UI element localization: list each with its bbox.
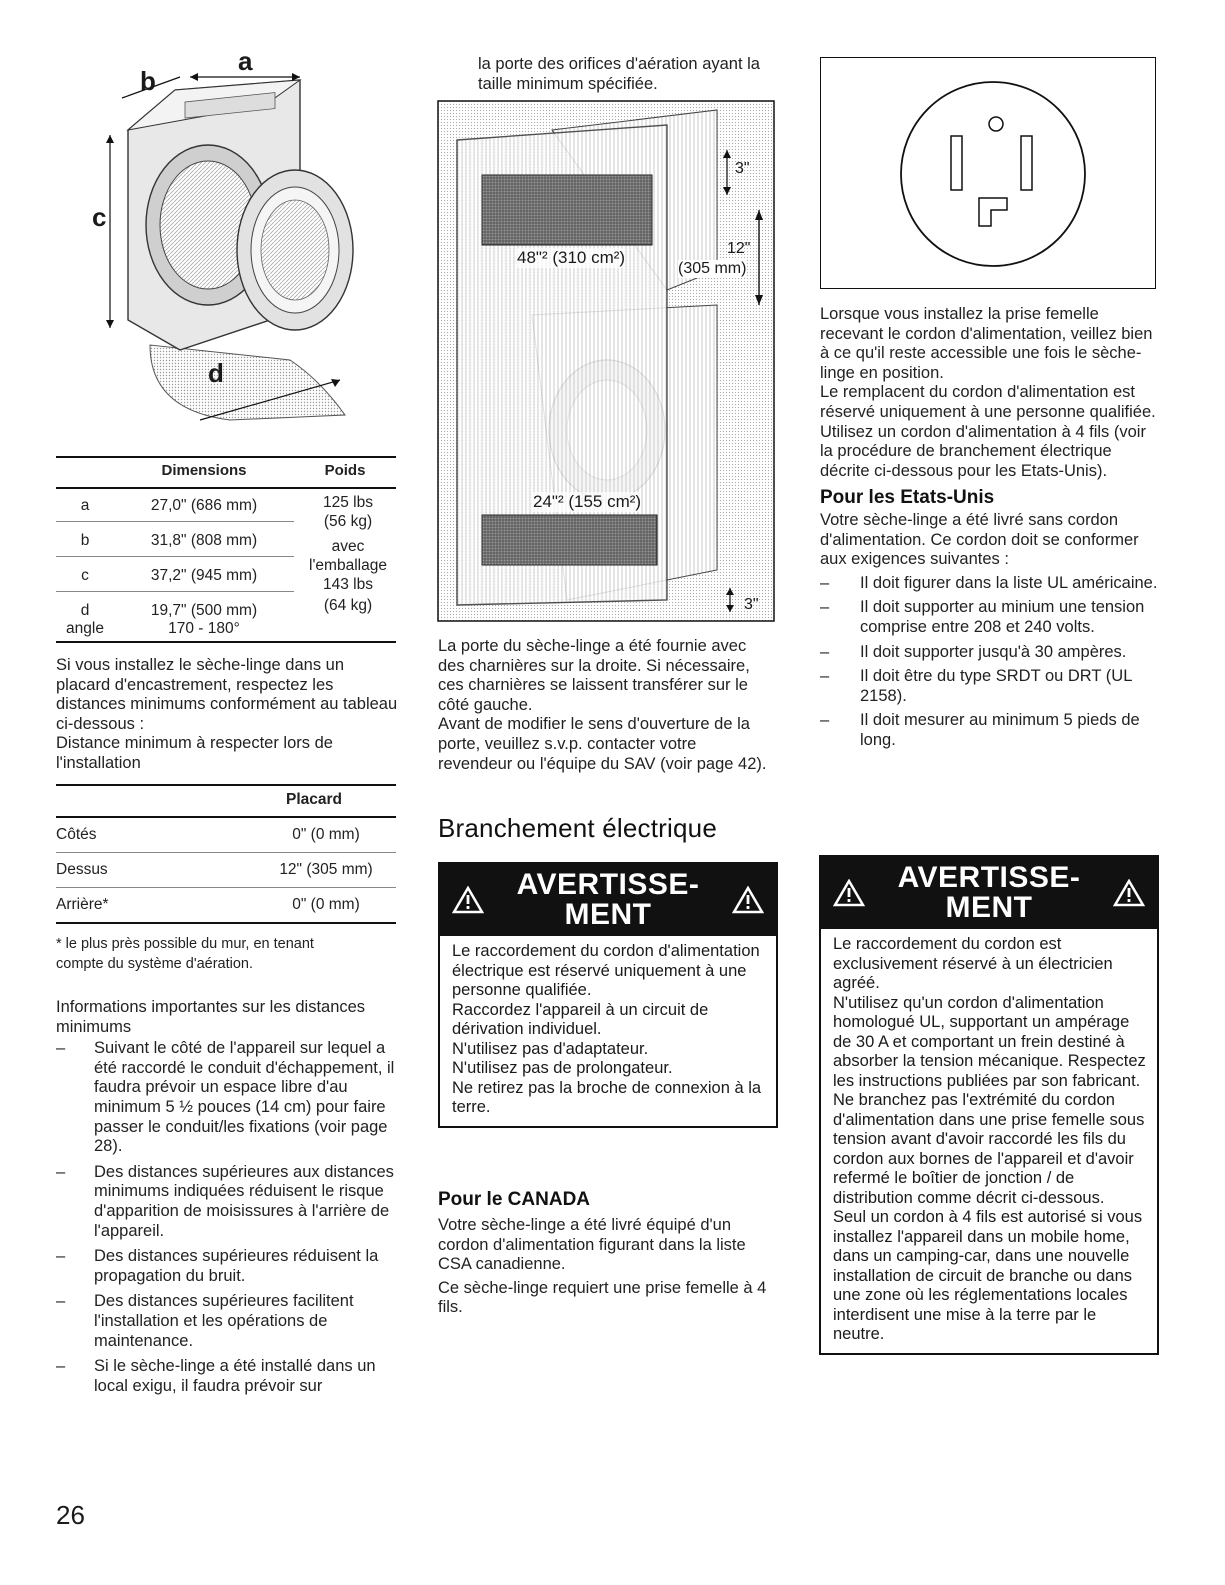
warning-triangle-icon: [1113, 879, 1145, 907]
warning-title-line-2: MENT: [945, 891, 1033, 924]
warning-line: N'utilisez qu'un cordon d'alimentation homologué UL, supportant un ampérage de 30 A et comportant un frein destiné à absorber la tension mécanique. Respectez les instructions publiées par son fabricant.: [833, 993, 1146, 1090]
canada-para-2: Ce sèche-linge requiert une prise femelle à 4 fils.: [438, 1278, 767, 1317]
dim-row-key: angle: [66, 620, 104, 637]
section-heading-canada: Pour le CANADA: [438, 1189, 591, 1210]
outlet-para-1: Lorsque vous installez la prise femelle recevant le cordon d'alimentation, veillez bien à ce qu'il reste accessible une fois le sèche-linge en position.: [820, 305, 1153, 382]
dim-row-value: 31,8" (808 mm): [150, 532, 258, 549]
col3-text: [820, 305, 1160, 755]
placard-row-value: 12" (305 mm): [279, 861, 373, 878]
weight-lbs-2: 143 lbs: [323, 576, 373, 593]
bottom-gap-label: 3": [744, 596, 759, 613]
warning-line: N'utilisez pas d'adaptateur.: [452, 1039, 649, 1058]
list-item: – Il doit figurer dans la liste UL américaine.: [820, 574, 1160, 594]
warning-header: [440, 864, 776, 936]
min-distance-text: Distance minimum à respecter lors de l'installation: [56, 734, 333, 772]
placard-row-label: Dessus: [56, 861, 108, 878]
dim-row-value: 27,0" (686 mm): [150, 497, 258, 514]
warning-title-line-2: MENT: [564, 898, 652, 931]
placard-row-value: 0" (0 mm): [292, 896, 360, 913]
warning-line: N'utilisez pas de prolongateur.: [452, 1059, 673, 1077]
dim-label-a: a: [238, 46, 253, 76]
info-title: Informations importantes sur les distances minimums: [56, 998, 366, 1036]
warning-header: [821, 857, 1157, 929]
canada-text: [438, 1216, 768, 1318]
vent-intro: la porte des orifices d'aération ayant la taille minimum spécifiée.: [478, 55, 760, 93]
warning-triangle-icon: [732, 886, 764, 914]
warning-triangle-icon: [833, 879, 865, 907]
placard-row-label: Arrière*: [56, 896, 109, 913]
warning-body: [440, 936, 776, 1126]
dim-row-value: 19,7" (500 mm): [150, 602, 258, 619]
placard-row-label: Côtés: [56, 826, 97, 843]
weight-kg-2: (64 kg): [323, 597, 373, 614]
dim-row-key: a: [80, 497, 90, 514]
warning-line: Le raccordement du cordon d'alimentation électrique est réservé uniquement à une personne qualifiée.: [452, 942, 760, 999]
dim-label-d: d: [208, 358, 224, 388]
warning-line: Ne retirez pas la broche de connexion à la terre.: [452, 1078, 762, 1116]
warning-box-cord: [819, 855, 1159, 1355]
dim-row-key: c: [81, 567, 89, 584]
list-item: – Si le sèche-linge a été installé dans un local exigu, il faudra prévoir sur: [56, 1357, 398, 1396]
dim-row-value: 37,2" (945 mm): [150, 567, 258, 584]
placard-table: [56, 784, 396, 974]
list-item: – Suivant le côté de l'appareil sur lequel a été raccordé le conduit d'échappement, il faudra prévoir un espace libre d'au minimum 5 ½ pouces (14 cm) pour faire passer le conduit/les fixations (voir page 28).: [56, 1039, 398, 1157]
placard-footnote: * le plus près possible du mur, en tenant compte du système d'aération.: [56, 936, 314, 972]
list-item: – Des distances supérieures réduisent la propagation du bruit.: [56, 1247, 398, 1286]
dim-label-b: b: [140, 66, 156, 96]
hinge-para-2: Avant de modifier le sens d'ouverture de la porte, veuillez s.v.p. contacter votre revendeur ou l'équipe du SAV (voir page 42).: [438, 715, 767, 773]
weight-avec: avec: [331, 538, 365, 555]
warning-box-electrical: [438, 862, 778, 1128]
top-vent-label: 48"² (310 cm²): [517, 248, 626, 267]
warning-title-line-1: AVERTISSE-: [516, 868, 700, 901]
dimensions-table: [56, 456, 396, 643]
warning-line: Raccordez l'appareil à un circuit de dérivation individuel.: [452, 1000, 709, 1038]
canada-para-1: Votre sèche-linge a été livré équipé d'un cordon d'alimentation figurant dans la liste CSA canadienne.: [438, 1216, 746, 1274]
table-row: [56, 853, 396, 888]
closet-ventilation-figure: [437, 100, 775, 622]
weight-kg-1: (56 kg): [323, 513, 373, 530]
section-heading-usa: Pour les Etats-Unis: [820, 487, 995, 509]
weight-emballage: l'emballage: [309, 557, 387, 574]
dim-row-value: 170 - 180°: [168, 620, 240, 637]
warning-body: [821, 929, 1157, 1353]
warning-title-line-1: AVERTISSE-: [897, 861, 1081, 894]
usa-para-1: Votre sèche-linge a été livré sans cordon d'alimentation. Ce cordon doit se conformer aux exigences suivantes :: [820, 510, 1139, 569]
list-item: – Il doit mesurer au minimum 5 pieds de long.: [820, 711, 1160, 750]
dryer-dimensions-figure: [90, 46, 390, 440]
hinge-para-1: La porte du sèche-linge a été fournie avec des charnières sur la droite. Si nécessaire, ces charnières se laissent transférer sur le côté gauche.: [438, 637, 750, 714]
bottom-vent-label: 24"² (155 cm²): [533, 492, 642, 511]
warning-line: Le raccordement du cordon est exclusivement réservé à un électricien agréé.: [833, 935, 1113, 992]
side-gap-mm-label: (305 mm): [678, 260, 747, 277]
closet-intro: [56, 656, 398, 774]
side-gap-inch-label: 12": [727, 240, 751, 257]
list-item: – Des distances supérieures aux distances minimums indiquées réduisent le risque d'apparition de moisissures à l'arrière de l'appareil.: [56, 1163, 398, 1241]
list-item: – Il doit supporter au minium une tension comprise entre 208 et 240 volts.: [820, 598, 1160, 637]
outlet-diagram: [820, 57, 1156, 289]
dim-row-key: b: [80, 532, 90, 549]
table-row: [56, 818, 396, 853]
warning-triangle-icon: [452, 886, 484, 914]
weight-lbs-1: 125 lbs: [323, 494, 373, 511]
section-heading-electrical: Branchement électrique: [438, 813, 717, 843]
list-item: – Des distances supérieures facilitent l'installation et les opérations de maintenance.: [56, 1292, 398, 1351]
hinge-text: [438, 637, 768, 774]
dim-label-c: c: [92, 202, 107, 232]
outlet-para-2: Le remplacent du cordon d'alimentation est réservé uniquement à une personne qualifiée. Utilisez un cordon d'alimentation à 4 fils (voir la procédure de branchement électrique décrite ci-dessous pour les Etats-Unis).: [820, 383, 1156, 480]
list-item: – Il doit être du type SRDT ou DRT (UL 2158).: [820, 667, 1160, 706]
info-section: [56, 998, 398, 1402]
weight-header: Poids: [294, 458, 396, 488]
table-row: [56, 888, 396, 924]
top-gap-label: 3": [735, 160, 750, 177]
dim-row-key: d: [80, 602, 90, 619]
page-number: 26: [56, 1500, 85, 1530]
dimensions-header: Dimensions: [114, 458, 294, 488]
warning-line: Ne branchez pas l'extrémité du cordon d'alimentation dans une prise femelle sous tension avant d'avoir raccordé les fils du cordon aux bornes de l'appareil et d'avoir refermé le boîtier de jonction / de distribution comme décrit ci-dessous.: [833, 1091, 1145, 1207]
placard-header: Placard: [56, 786, 396, 818]
closet-intro-text: Si vous installez le sèche-linge dans un placard d'encastrement, respectez les distances minimums conformément au tableau ci-dessous :: [56, 656, 398, 733]
warning-line: Seul un cordon à 4 fils est autorisé si vous installez l'appareil dans un mobile home, dans un camping-car, dans une nouvelle installation de circuit de branche ou dans une zone où les réglementations locales interdisent une mise à la terre par le neutre.: [833, 1208, 1143, 1343]
list-item: – Il doit supporter jusqu'à 30 ampères.: [820, 643, 1160, 663]
placard-row-value: 0" (0 mm): [292, 826, 360, 843]
